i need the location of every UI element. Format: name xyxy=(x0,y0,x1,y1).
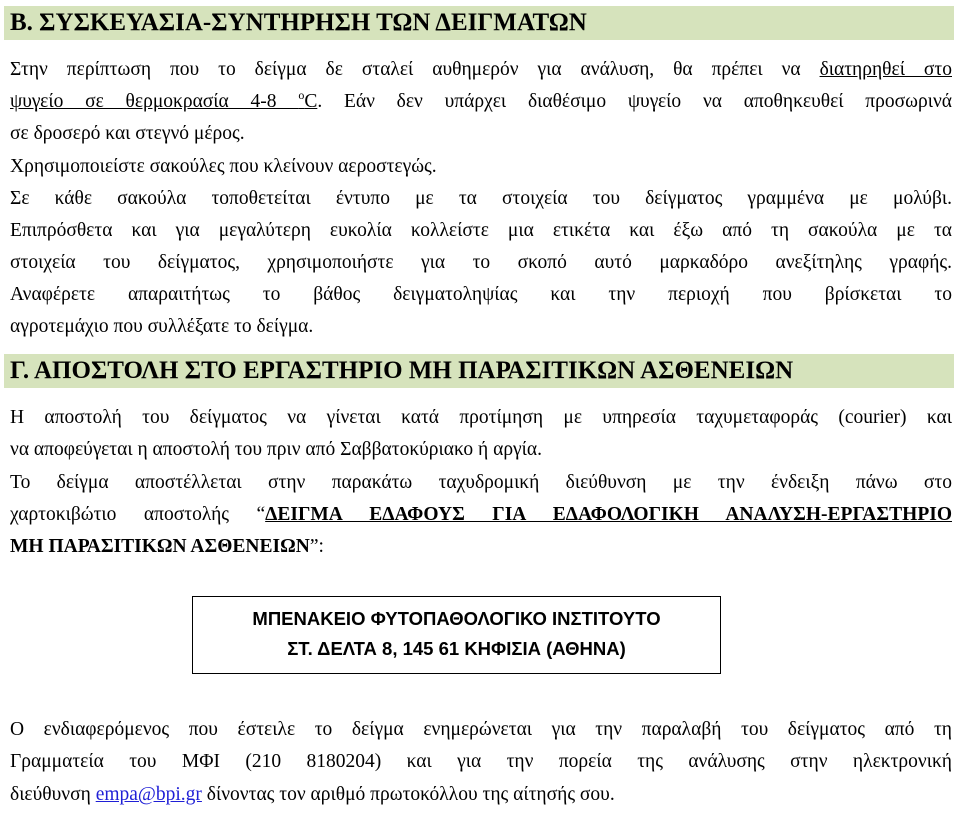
section-b-p4-line2: στοιχεία του δείγματος, χρησιμοποιήστε για το σκοπό αυτό μαρκαδόρο ανεξίτηλης γραφής. xyxy=(10,252,952,273)
text-run: ”: xyxy=(309,536,324,557)
section-g-p2-line3 xyxy=(10,535,952,559)
package-label-text: ΜΗ ΠΑΡΑΣΙΤΙΚΩΝ ΑΣΘΕΝΕΙΩΝ xyxy=(10,536,310,557)
package-label-text: ΔΕΙΓΜΑ ΕΔΑΦΟΥΣ ΓΙΑ ΕΔΑΦΟΛΟΓΙΚΗ ΑΝΑΛΥΣΗ-ΕΡΓΑΣΤΗΡΙΟ xyxy=(265,504,952,525)
email-link[interactable]: empa@bpi.gr xyxy=(95,784,202,805)
text-run: δίνοντας τον αριθμό πρωτοκόλλου της αίτησής σου. xyxy=(201,784,615,805)
section-b-p5-line2: αγροτεμάχιο που συλλέξατε το δείγμα. xyxy=(10,316,314,337)
section-g-p2-line1: Το δείγμα αποστέλλεται στην παρακάτω ταχυδρομική διεύθυνση με την ένδειξη πάνω στο xyxy=(10,472,952,493)
address-line-1: ΜΠΕΝΑΚΕΙΟ ΦΥΤΟΠΑΘΟΛΟΓΙΚΟ ΙΝΣΤΙΤΟΥΤΟ xyxy=(252,608,661,629)
section-g-p3-line2: Γραμματεία του ΜΦΙ (210 8180204) και για την πορεία της ανάλυσης στην ηλεκτρονική xyxy=(10,751,952,772)
section-g-heading: Γ. ΑΠΟΣΤΟΛΗ ΣΤΟ ΕΡΓΑΣΤΗΡΙΟ ΜΗ ΠΑΡΑΣΙΤΙΚΩΝ ΑΣΘΕΝΕΙΩΝ xyxy=(4,354,954,388)
text-run: διεύθυνση xyxy=(10,784,96,805)
section-g-p1-line2: να αποφεύγεται η αποστολή του πριν από Σαββατοκύριακο ή αργία. xyxy=(10,439,543,460)
degree-superscript: o xyxy=(298,88,305,102)
section-g-p1-line1: Η αποστολή του δείγματος να γίνεται κατά προτίμηση με υπηρεσία ταχυμεταφοράς (courier) και xyxy=(10,407,952,428)
address-box xyxy=(192,596,721,674)
section-b-p5-line1: Αναφέρετε απαραιτήτως το βάθος δειγματοληψίας και την περιοχή που βρίσκεται το xyxy=(10,284,952,305)
underlined-text: διατηρηθεί στο xyxy=(819,59,952,80)
section-b-p2: Χρησιμοποιείστε σακούλες που κλείνουν αεροστεγώς. xyxy=(10,156,437,177)
address-line-2: ΣΤ. ΔΕΛΤΑ 8, 145 61 ΚΗΦΙΣΙΑ (ΑΘΗΝΑ) xyxy=(287,638,626,659)
text-run: Στην περίπτωση που το δείγμα δε σταλεί αυθημερόν για ανάλυση, θα πρέπει να xyxy=(10,59,820,80)
section-b-heading: Β. ΣΥΣΚΕΥΑΣΙΑ-ΣΥΝΤΗΡΗΣΗ ΤΩΝ ΔΕΙΓΜΑΤΩΝ xyxy=(4,6,954,40)
section-b-p4-line1: Επιπρόσθετα και για μεγαλύτερη ευκολία κολλείστε μια ετικέτα και έξω από τη σακούλα με τα xyxy=(10,220,952,241)
underlined-text: ψυγείο σε θερμοκρασία 4-8 $^o$C xyxy=(10,88,318,112)
section-g-p3-line1: Ο ενδιαφερόμενος που έστειλε το δείγμα ενημερώνεται για την παραλαβή του δείγματος από τη xyxy=(10,719,952,740)
text-run: . Εάν δεν υπάρχει διαθέσιμο ψυγείο να αποθηκευθεί προσωρινά xyxy=(317,91,952,112)
section-g-p2-line2 xyxy=(10,503,952,527)
section-b-p1-line3: σε δροσερό και στεγνό μέρος. xyxy=(10,123,245,144)
section-g-p3-line3 xyxy=(10,783,952,807)
text-run: χαρτοκιβώτιο αποστολής “ xyxy=(10,504,266,525)
section-b-p1-line1 xyxy=(10,58,952,82)
section-b-p3: Σε κάθε σακούλα τοποθετείται έντυπο με τα στοιχεία του δείγματος γραμμένα με μολύβι. xyxy=(10,188,952,209)
section-b-p1-line2 xyxy=(10,90,952,114)
